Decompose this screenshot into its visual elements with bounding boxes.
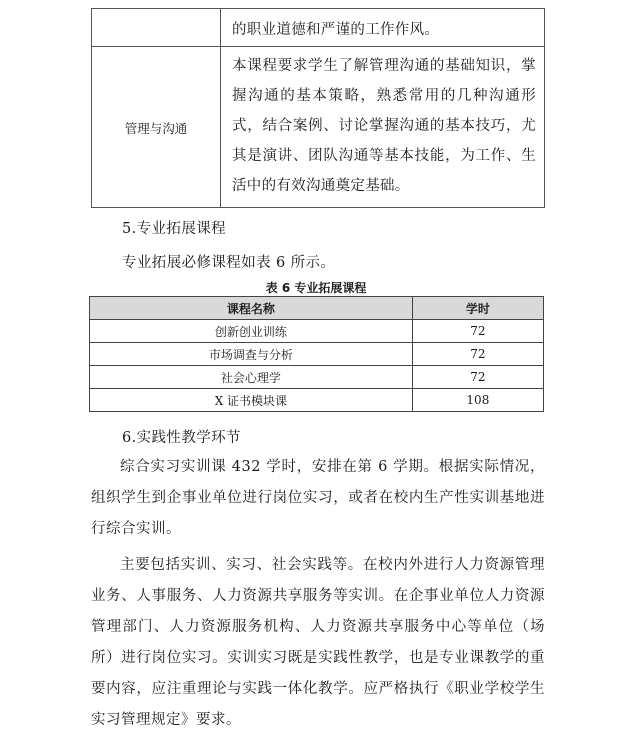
table-row-1-description: 的职业道德和严谨的工作作风。: [232, 22, 440, 38]
section-6-heading: 6.实践性教学环节: [122, 430, 241, 446]
course-name-cell: X 证书模块课: [90, 389, 413, 412]
section-5-heading: 5.专业拓展课程: [122, 221, 227, 237]
section-5-intro: 专业拓展必修课程如表 6 所示。: [122, 255, 336, 271]
hours-cell: 72: [412, 366, 543, 389]
table-header-row: [90, 297, 544, 320]
table-row: [90, 389, 544, 412]
table-6: [89, 296, 544, 412]
section-6-paragraph-1: 综合实习实训课 432 学时，安排在第 6 学期。根据实际情况，组织学生到企事业单位进行岗位实习，或者在校内生产性实训基地进行综合实训。: [91, 459, 545, 537]
table-divider-vertical: [220, 9, 221, 207]
header-course-name: 课程名称: [90, 297, 413, 320]
table-divider-horizontal: [92, 46, 544, 47]
table-row-2-description: 本课程要求学生了解管理沟通的基础知识，掌握沟通的基本策略，熟悉常用的几种沟通形式，结合案例、讨论掌握沟通的基本技巧，尤其是演讲、团队沟通等基本技能，为工作、生活中的有效沟通奠定基础。: [232, 58, 536, 194]
section-6-paragraph-2: 主要包括实训、实习、社会实践等。在校内外进行人力资源管理业务、人事服务、人力资源共享服务等实训。在企事业单位人力资源管理部门、人力资源服务机构、人力资源共享服务中心等单位（场所）进行岗位实习。实训实习既是实践性教学，也是专业课教学的重要内容，应注重理论与实践一体化教学。应严格执行《职业学校学生实习管理规定》要求。: [91, 557, 545, 728]
course-name-cell: 创新创业训练: [90, 320, 413, 343]
table-row: [90, 320, 544, 343]
hours-cell: 72: [412, 320, 543, 343]
hours-cell: 108: [412, 389, 543, 412]
course-name-cell: 市场调查与分析: [90, 343, 413, 366]
table-6-caption: 表 6 专业拓展课程: [265, 281, 367, 295]
table-row-2-course-name: 管理与沟通: [124, 121, 188, 136]
table-row: [90, 366, 544, 389]
hours-cell: 72: [412, 343, 543, 366]
course-description-table: [91, 8, 545, 208]
course-name-cell: 社会心理学: [90, 366, 413, 389]
table-row: [90, 343, 544, 366]
header-hours: 学时: [412, 297, 543, 320]
